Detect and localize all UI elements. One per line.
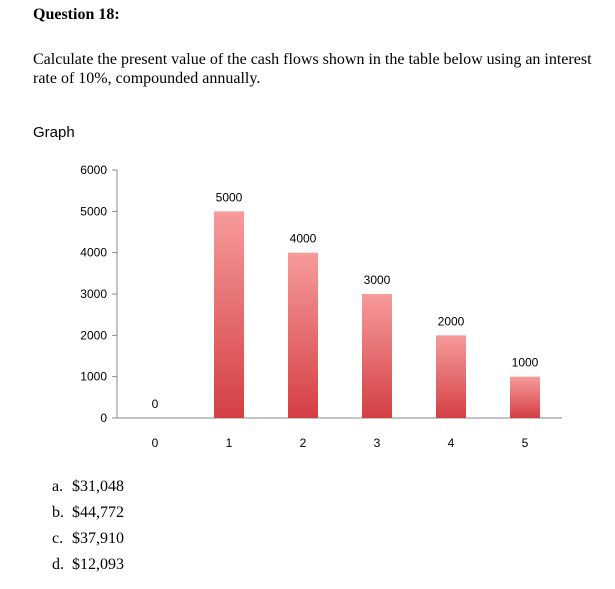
answer-option-c[interactable] [52,526,124,552]
answer-letter: a. [52,478,64,495]
y-tick-label: 2000 [80,328,107,343]
bar [510,377,540,418]
bar [214,211,244,418]
answer-option-d[interactable] [52,552,124,578]
y-tick-label: 6000 [80,163,107,177]
data-label: 0 [151,397,159,411]
data-label: 3000 [363,273,391,287]
question-title: Question 18: [33,6,120,23]
data-label: 2000 [437,314,465,329]
x-tick-label: 3 [373,436,381,450]
graph-label: Graph [33,124,75,141]
x-tick-label: 4 [447,436,455,450]
data-label: 5000 [215,190,243,205]
y-tick-label: 1000 [80,369,107,384]
x-tick-label: 0 [151,436,159,450]
answer-value: $31,048 [72,478,124,495]
x-tick-label: 2 [299,436,307,450]
y-tick-label: 4000 [80,245,107,260]
answer-choices [52,474,124,578]
y-tick-label: 3000 [80,287,107,301]
answer-letter: d. [52,556,64,573]
answer-option-a[interactable] [52,474,124,500]
x-tick-label: 1 [225,436,233,450]
y-tick-label: 0 [100,411,107,425]
data-label: 1000 [511,355,539,370]
answer-option-b[interactable] [52,500,124,526]
answer-letter: c. [52,530,64,547]
answer-value: $12,093 [72,556,124,573]
bar [436,335,466,418]
x-tick-label: 5 [521,436,529,450]
answer-value: $44,772 [72,504,124,521]
answer-value: $37,910 [72,530,124,547]
data-label: 4000 [289,231,317,246]
bar [362,294,392,418]
question-text: Calculate the present value of the cash flows shown in the table below using an interest rate of 10%, compounded annually. [33,51,592,87]
answer-letter: b. [52,504,64,521]
bar [288,253,318,418]
y-tick-label: 5000 [80,204,107,219]
